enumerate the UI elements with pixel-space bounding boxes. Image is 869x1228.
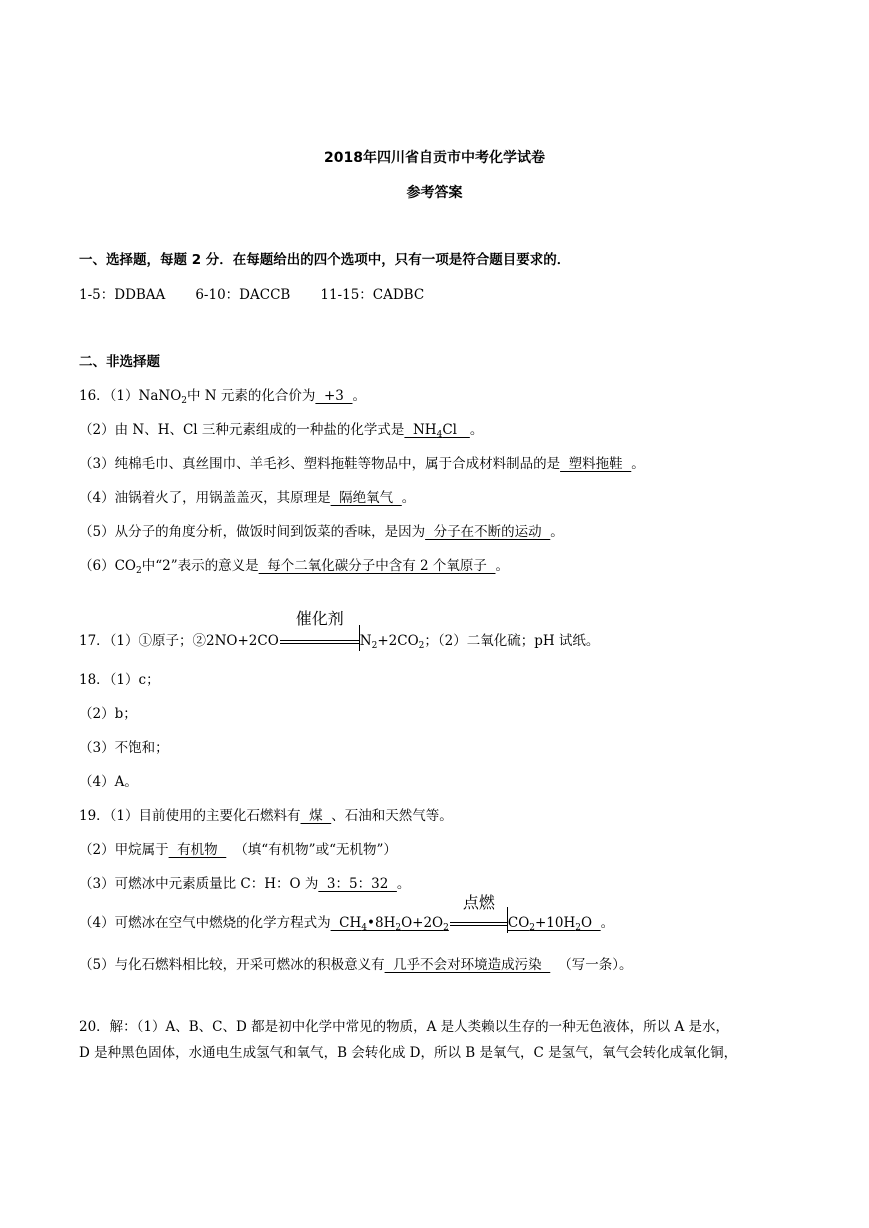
q17-text: 17．（1）①原子；②2NO+2CO: [79, 633, 279, 649]
q16-p4-answer: 隔绝氧气: [330, 490, 402, 506]
q19-p4-text: （4）可燃冰在空气中燃烧的化学方程式为: [79, 915, 331, 931]
q17-rest: ；（2）二氧化硫；pH 试纸。: [424, 633, 600, 649]
q16-p1-end: 。: [352, 388, 366, 404]
q16-p1-text: 16．（1）NaNO: [79, 388, 182, 404]
q16-p2-end: 。: [469, 422, 484, 438]
q19-p3-answer: 3：5：32: [318, 876, 397, 892]
q16-p4-end: 。: [401, 490, 416, 506]
catalyst-condition: 催化剂: [295, 609, 344, 628]
q16-p5-answer: 分子在不断的运动: [425, 524, 551, 540]
q16-p5-text: （5）从分子的角度分析，做饭时间到饭菜的香味，是因为: [79, 524, 426, 540]
choice-answers: 1-5：DDBAA 6-10：DACCB 11-15：CADBC: [79, 287, 425, 303]
q16-part3: [79, 454, 645, 474]
q16-part1: [79, 386, 366, 406]
q16-p6-sub: 2: [136, 566, 142, 576]
q19-p1-answer: 煤: [300, 808, 332, 824]
combustion-arrow: [450, 893, 508, 933]
q19-p4-e: +10H: [535, 915, 576, 931]
q16-part2: [79, 420, 483, 440]
q19-p3-end: 。: [396, 876, 411, 892]
section-1-heading: 一、选择题，每题 2 分．在每题给出的四个选项中，只有一项是符合题目要求的．: [79, 252, 571, 268]
q17-product-a: N: [359, 633, 372, 649]
page-title: 2018年四川省自贡市中考化学试卷: [324, 150, 545, 166]
q16-part5: [79, 522, 564, 542]
q18-part2: （2）b；: [79, 706, 137, 722]
q17-sub2: 2: [418, 641, 425, 651]
q19-part5: [79, 955, 633, 975]
q17-product-b: +2CO: [377, 633, 419, 649]
q19-p4-answer: [331, 915, 449, 931]
q16-p6-text: （6）CO: [79, 558, 136, 574]
q19-p4-a: CH: [330, 915, 362, 931]
q17-answer: [79, 609, 600, 651]
q19-part1: [79, 806, 453, 826]
q16-p2-text: （2）由 N、H、Cl 三种元素组成的一种盐的化学式是: [79, 422, 405, 438]
q19-p4-sub4: 2: [529, 923, 535, 933]
q19-p4-sub2: 2: [395, 923, 402, 933]
q17-sub1: 2: [371, 641, 378, 651]
q19-p4-b: •8H: [367, 915, 396, 931]
ignition-condition: 点燃: [462, 893, 495, 912]
q16-p1-answer: +3: [315, 388, 353, 404]
q19-p4-end: 。: [600, 915, 615, 931]
q16-p1-sub: 2: [181, 396, 187, 406]
q18-part4: （4）A。: [79, 774, 138, 790]
q19-p4-sub1: 4: [361, 923, 368, 933]
q20-line2: D 是种黑色固体，水通电生成氢气和氧气，B 会转化成 D，所以 B 是氧气，C 是氢气，氧气会转化成氧化铜，: [79, 1045, 738, 1061]
q16-p2-answer-b: Cl: [442, 422, 470, 438]
q16-p3-answer: 塑料拖鞋: [560, 456, 632, 472]
q16-p2-answer: [404, 422, 469, 438]
q16-part4: [79, 488, 415, 508]
q18-part1: 18．（1）c；: [79, 672, 160, 688]
q19-p5-end: （写一条）。: [558, 957, 633, 973]
q16-p2-answer-sub: 4: [436, 430, 443, 440]
q19-p2-answer: 有机物: [168, 842, 227, 858]
reaction-arrow: [280, 609, 360, 651]
q16-p6-end: 。: [495, 558, 509, 574]
q19-part4: [79, 893, 615, 933]
q18-part3: （3）不饱和；: [79, 740, 169, 756]
q19-p5-text: （5）与化石燃料相比较，开采可燃冰的积极意义有: [79, 957, 385, 973]
q16-p5-end: 。: [550, 524, 564, 540]
q19-p4-c: O+2O: [401, 915, 444, 931]
q19-p4-f: O: [581, 915, 601, 931]
q19-p3-text: （3）可燃冰中元素质量比 C：H：O 为: [79, 876, 319, 892]
q16-p2-answer-a: NH: [404, 422, 437, 438]
q19-p2-text: （2）甲烷属于: [79, 842, 169, 858]
q19-p4-sub5: 2: [575, 923, 581, 933]
q16-p4-text: （4）油锅着火了，用锅盖盖灭，其原理是: [79, 490, 331, 506]
q19-p1-text: 19．（1）目前使用的主要化石燃料有: [79, 808, 301, 824]
q16-p1-text-mid: 中 N 元素的化合价为: [187, 388, 316, 404]
q16-p3-text: （3）纯棉毛巾、真丝围巾、羊毛衫、塑料拖鞋等物品中，属于合成材料制品的是: [79, 456, 561, 472]
q16-p6-answer: 每个二氧化碳分子中含有 2 个氧原子: [258, 558, 496, 574]
q19-p5-answer: 几乎不会对环境造成污染: [384, 957, 551, 973]
q16-p3-end: 。: [631, 456, 645, 472]
q19-part2: [79, 840, 397, 860]
q19-p4-sub3: 2: [443, 923, 449, 933]
q16-p6-text-mid: 中“2”表示的意义是: [141, 558, 259, 574]
q19-p1-end: 、石油和天然气等。: [331, 808, 453, 824]
q20-line1: 20．解：（1）A、B、C、D 都是初中化学中常见的物质，A 是人类赖以生存的一种无色液体，所以 A 是水，: [79, 1019, 730, 1035]
q19-part3: [79, 874, 410, 894]
q16-part6: [79, 556, 509, 576]
section-2-heading: 二、非选择题: [79, 354, 160, 370]
q19-p4-d: CO: [507, 915, 530, 931]
q19-p4-answer-products: [508, 915, 601, 931]
q19-p2-end: （填“有机物”或“无机物”）: [234, 842, 397, 858]
page-subtitle: 参考答案: [406, 185, 463, 201]
